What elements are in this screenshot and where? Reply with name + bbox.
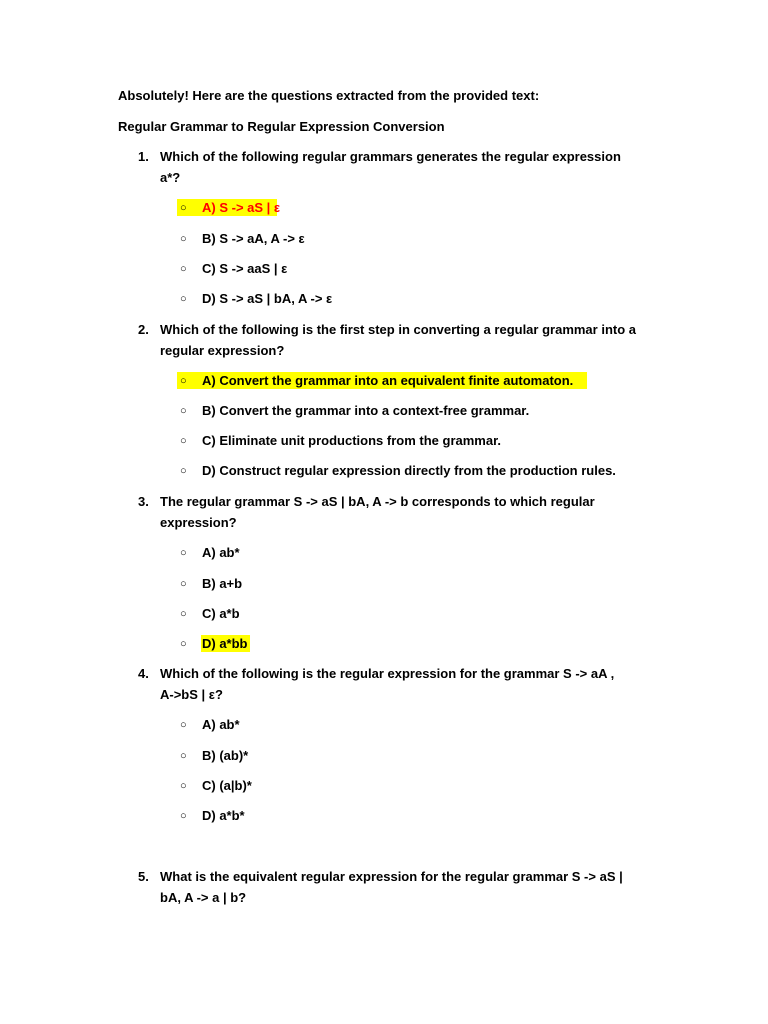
- option-d: D) Construct regular expression directly from the production rules.: [202, 463, 616, 478]
- bullet-icon: ○: [180, 578, 187, 590]
- option-a: A) ab*: [202, 717, 240, 732]
- option-a: A) S -> aS | ε: [202, 200, 281, 215]
- bullet-icon: ○: [180, 719, 187, 731]
- option-a: A) ab*: [202, 545, 240, 560]
- option-c: C) S -> aaS | ε: [202, 261, 288, 276]
- bullet-icon: ○: [180, 638, 187, 650]
- bullet-icon: ○: [180, 780, 187, 792]
- option-c: C) (a|b)*: [202, 778, 252, 793]
- option-b: B) (ab)*: [202, 748, 249, 763]
- bullet-icon: ○: [180, 375, 187, 387]
- question-number: 2.: [138, 322, 149, 337]
- bullet-icon: ○: [180, 810, 187, 822]
- question-number: 3.: [138, 494, 149, 509]
- question-text-line-2: A->bS | ε?: [160, 687, 223, 702]
- question-text-line-1: Which of the following is the first step in converting a regular grammar into a: [160, 322, 636, 337]
- bullet-icon: ○: [180, 293, 187, 305]
- section-title: Regular Grammar to Regular Expression Conversion: [118, 119, 445, 134]
- option-d: D) S -> aS | bA, A -> ε: [202, 291, 333, 306]
- intro-text: Absolutely! Here are the questions extracted from the provided text:: [118, 88, 540, 103]
- question-text-line-1: Which of the following regular grammars generates the regular expression: [160, 149, 621, 164]
- bullet-icon: ○: [180, 233, 187, 245]
- question-text-line-2: bA, A -> a | b?: [160, 890, 247, 905]
- question-number: 4.: [138, 666, 149, 681]
- bullet-icon: ○: [180, 405, 187, 417]
- option-c: C) Eliminate unit productions from the grammar.: [202, 433, 502, 448]
- option-d: D) a*b*: [202, 808, 245, 823]
- option-c: C) a*b: [202, 606, 240, 621]
- option-b: B) S -> aA, A -> ε: [202, 231, 305, 246]
- question-text-line-1: What is the equivalent regular expression for the regular grammar S -> aS |: [160, 869, 623, 884]
- question-text-line-2: regular expression?: [160, 343, 285, 358]
- bullet-icon: ○: [180, 435, 187, 447]
- option-b: B) a+b: [202, 576, 243, 591]
- bullet-icon: ○: [180, 202, 187, 214]
- question-number: 1.: [138, 149, 149, 164]
- option-a: A) Convert the grammar into an equivalent finite automaton.: [202, 373, 574, 388]
- option-b: B) Convert the grammar into a context-free grammar.: [202, 403, 530, 418]
- question-text-line-2: a*?: [160, 170, 181, 185]
- question-number: 5.: [138, 869, 149, 884]
- bullet-icon: ○: [180, 547, 187, 559]
- question-text-line-2: expression?: [160, 515, 237, 530]
- bullet-icon: ○: [180, 608, 187, 620]
- question-text-line-1: The regular grammar S -> aS | bA, A -> b corresponds to which regular: [160, 494, 595, 509]
- bullet-icon: ○: [180, 465, 187, 477]
- bullet-icon: ○: [180, 750, 187, 762]
- bullet-icon: ○: [180, 263, 187, 275]
- option-d: D) a*bb: [202, 636, 248, 651]
- question-text-line-1: Which of the following is the regular expression for the grammar S -> aA ,: [160, 666, 615, 681]
